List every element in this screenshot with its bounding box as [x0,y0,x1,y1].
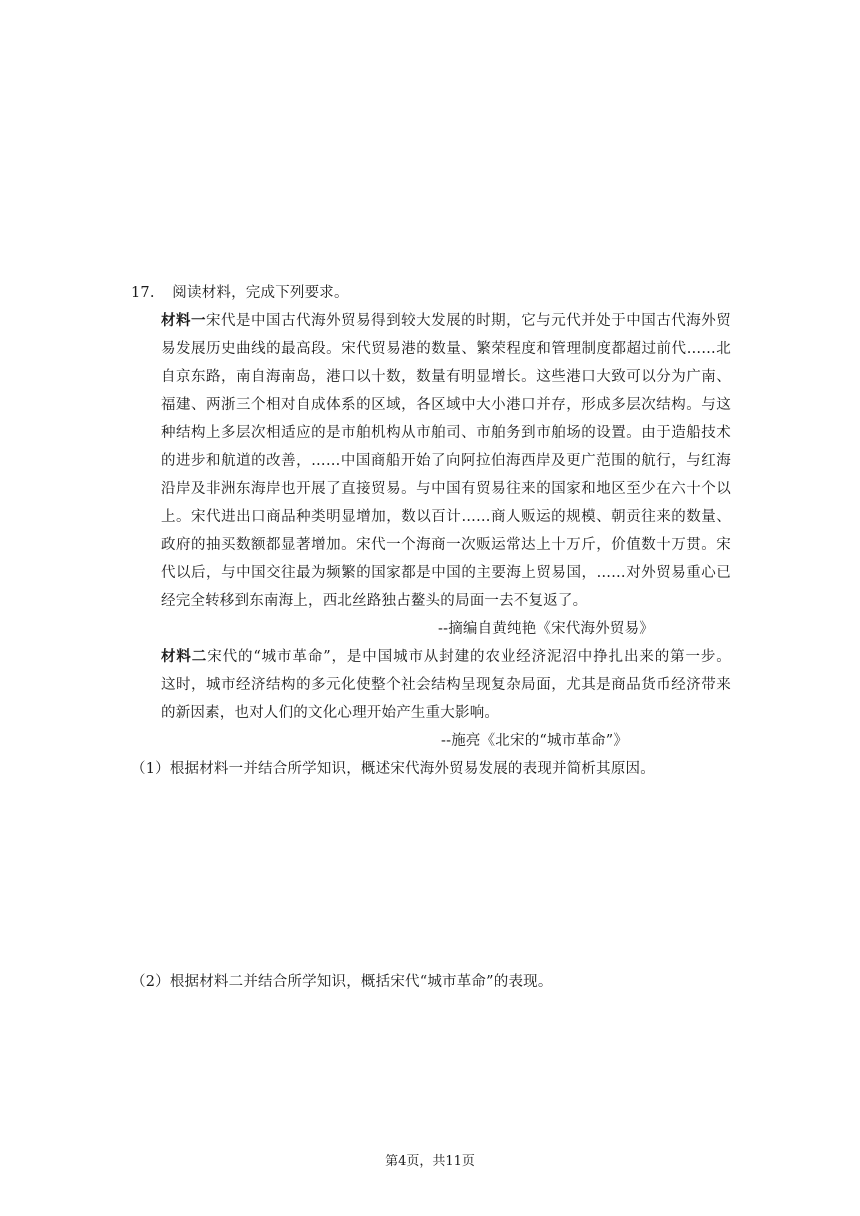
material1-line: 上。宋代进出口商品种类明显增加，数以百计……商人贩运的规模、朝贡往来的数量、 [161,509,731,525]
material1-label: 材料一 [161,312,207,329]
material1-line: 种结构上多层次相适应的是市舶机构从市舶司、市舶务到市舶场的设置。由于造船技术 [161,425,731,441]
material2-line: 材料二宋代的“城市革命”，是中国城市从封建的农业经济泥沼中挣扎出来的第一步。 [161,648,731,665]
material1-line: 自京东路，南自海南岛，港口以十数，数量有明显增长。这些港口大致可以分为广南、 [161,369,731,385]
question-prompt: 阅读材料，完成下列要求。 [172,285,349,301]
material1-line: 的进步和航道的改善，……中国商船开始了向阿拉伯海西岸及更广范围的航行，与红海 [161,453,731,469]
material1-line: 福建、两浙三个相对自成体系的区域，各区域中大小港口并存，形成多层次结构。与这 [161,397,731,413]
material1-line: 沿岸及非洲东海岸也开展了直接贸易。与中国有贸易往来的国家和地区至少在六十个以 [161,481,731,497]
subquestion-1: （1）根据材料一并结合所学知识，概述宋代海外贸易发展的表现并简析其原因。 [131,761,655,777]
material1-source: --摘编自黄纯艳《宋代海外贸易》 [438,621,654,637]
question-header [131,283,349,303]
material2-label: 材料二 [161,648,208,665]
page-footer: 第4页，共11页 [385,1154,475,1169]
material2-line: 的新因素，也对人们的文化心理开始产生重大影响。 [161,705,500,721]
material2-line: 这时，城市经济结构的多元化使整个社会结构呈现复杂局面，尤其是商品货币经济带来 [161,677,731,693]
material1-line: 易发展历史曲线的最高段。宋代贸易港的数量、繁荣程度和管理制度都超过前代……北 [161,341,731,357]
material1-line: 政府的抽买数额都显著增加。宋代一个海商一次贩运常达上十万斤，价值数十万贯。宋 [161,537,731,553]
material1-line: 代以后，与中国交往最为频繁的国家都是中国的主要海上贸易国，……对外贸易重心已 [161,565,731,581]
question-number: 17. [131,285,155,301]
material1-line: 经完全转移到东南海上，西北丝路独占鳌头的局面一去不复返了。 [161,593,588,609]
material2-source: --施亮《北宋的“城市革命”》 [441,733,629,749]
material1-line: 材料一宋代是中国古代海外贸易得到较大发展的时期，它与元代并处于中国古代海外贸 [161,312,731,329]
subquestion-2: （2）根据材料二并结合所学知识，概括宋代“城市革命”的表现。 [131,974,553,990]
